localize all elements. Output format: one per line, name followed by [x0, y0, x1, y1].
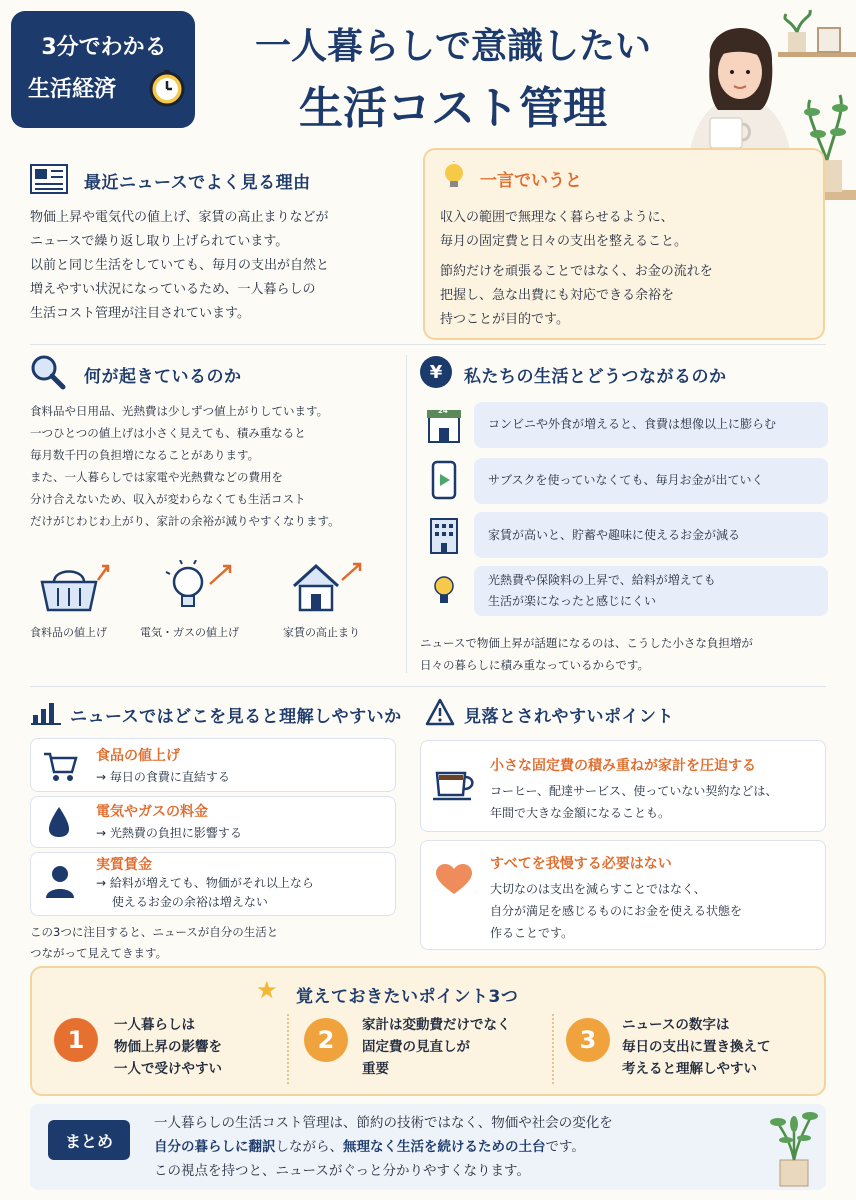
summary-body: 収入の範囲で無理なく暮らせるように、 毎月の固定費と日々の支出を整えること。 節約だけを頑張ることではなく、お金の流れを 把握し、急な出費にも対応できる余裕を 持つことが目的です。 [440, 210, 713, 327]
water-drop-icon [44, 802, 74, 842]
house-rise-icon [290, 560, 366, 616]
star-icon: ★ [256, 976, 278, 1004]
warning-icon [424, 697, 456, 727]
where-item-title: 電気やガスの料金 [96, 804, 208, 820]
overlooked-item-desc: 大切なのは支出を減らすことではなく、 自分が満足を感じるものにお金を使える状態を 作ることです。 [490, 882, 743, 940]
house-label: 家賃の高止まり [283, 626, 360, 639]
heart-icon [434, 862, 474, 898]
point-separator [287, 1014, 289, 1084]
news-heading: 最近ニュースでよく見る理由 [84, 173, 311, 193]
lightbulb-icon [440, 160, 468, 192]
point-number: 2 [304, 1018, 348, 1062]
horizontal-divider [30, 344, 826, 345]
conclusion-label: まとめ [48, 1120, 130, 1160]
building-icon [426, 514, 462, 556]
where-item-desc: → 光熱費の負担に影響する [96, 826, 242, 840]
overlooked-item-title: 小さな固定費の積み重ねが家計を圧迫する [490, 758, 756, 774]
point-text: 一人暮らしは 物価上昇の影響を 一人で受けやすい [114, 1017, 222, 1077]
point-number: 1 [54, 1018, 98, 1062]
summary-heading: 一言でいうと [480, 171, 582, 191]
connection-item-text: 光熱費や保険料の上昇で、給料が増えても 生活が楽になったと感じにくい [488, 573, 716, 608]
overlooked-item-title: すべてを我慢する必要はない [490, 856, 672, 872]
where-item-title: 実質賃金 [96, 857, 152, 873]
clock-icon [148, 69, 186, 107]
store-badge: 24 [438, 407, 448, 415]
bulb-rise-icon [160, 560, 236, 616]
point-text: ニュースの数字は 毎日の支出に置き換えて 考えると理解しやすい [622, 1017, 771, 1077]
where-item-desc: → 給料が増えても、物価がそれ以上なら 使えるお金の余裕は増えない [96, 876, 314, 909]
connection-item-text: サブスクを使っていなくても、毎月お金が出ていく [488, 473, 764, 487]
happening-heading: 何が起きているのか [84, 367, 242, 387]
vertical-divider [406, 355, 407, 673]
happening-body: 食料品や日用品、光熱費は少しずつ値上がりしています。 一つひとつの値上げは小さく見えても、積み重なると 毎月数千円の負担増になることがあります。 また、一人暮らしでは家電や光熱費などの費用を 分け合えないため、収入が変わらなくても生活コスト だけがじわじわ上がり、家計の余裕が減りやすくなります。 [30, 404, 340, 528]
yen-icon: ¥ [420, 356, 452, 388]
person-icon [42, 862, 78, 902]
points-heading: 覚えておきたいポイント3つ [296, 987, 519, 1007]
bar-chart-icon [30, 698, 62, 726]
newspaper-icon [30, 163, 68, 195]
bulb-icon [428, 570, 460, 610]
point-number: 3 [566, 1018, 610, 1062]
basket-icon [36, 562, 112, 614]
cart-icon [40, 748, 80, 784]
coffee-icon [432, 764, 478, 804]
connection-heading: 私たちの生活とどうつながるのか [464, 367, 727, 387]
connection-note: ニュースで物価上昇が話題になるのは、こうした小さな負担増が 日々の暮らしに積み重なっているからです。 [420, 636, 753, 672]
point-text: 家計は変動費だけでなく 固定費の見直しが 重要 [362, 1017, 511, 1077]
page-title-line2: 生活コスト管理 [299, 83, 607, 134]
news-body: 物価上昇や電気代の値上げ、家賃の高止まりなどが ニュースで繰り返し取り上げられています。 以前と同じ生活をしていても、毎月の支出が自然と 増えやすい状況になっているため、一人暮らしの 生活コスト管理が注目されています。 [30, 210, 330, 321]
magnifier-icon [30, 354, 66, 390]
plant-illustration [766, 1100, 822, 1190]
where-heading: ニュースではどこを見ると理解しやすいか [70, 707, 402, 727]
badge-line2: 生活経済 [28, 77, 117, 102]
bulb-label: 電気・ガスの値上げ [140, 626, 239, 639]
overlooked-heading: 見落とされやすいポイント [464, 707, 674, 727]
badge-line1: 3分でわかる [41, 35, 167, 60]
where-item-desc: → 毎日の食費に直結する [96, 770, 230, 784]
where-item-title: 食品の値上げ [96, 748, 180, 764]
connection-item-text: 家賃が高いと、貯蓄や趣味に使えるお金が減る [488, 528, 741, 542]
horizontal-divider [30, 686, 826, 687]
conclusion-text: 一人暮らしの生活コスト管理は、節約の技術ではなく、物価や社会の変化を 自分の暮らしに翻訳しながら、無理なく生活を続けるための土台です。 この視点を持つと、ニュースがぐっと分かりやすくなります。 [154, 1115, 613, 1179]
basket-label: 食料品の値上げ [30, 626, 107, 639]
connection-item-text: コンビニや外食が増えると、食費は想像以上に膨らむ [488, 417, 777, 431]
where-note: この3つに注目すると、ニュースが自分の生活と つながって見えてきます。 [30, 925, 279, 960]
smartphone-icon [428, 458, 460, 502]
page-title-line1: 一人暮らしで意識したい [254, 26, 651, 67]
point-separator [552, 1014, 554, 1084]
overlooked-item-desc: コーヒー、配達サービス、使っていない契約などは、 年間で大きな金額になることも。 [490, 784, 778, 820]
